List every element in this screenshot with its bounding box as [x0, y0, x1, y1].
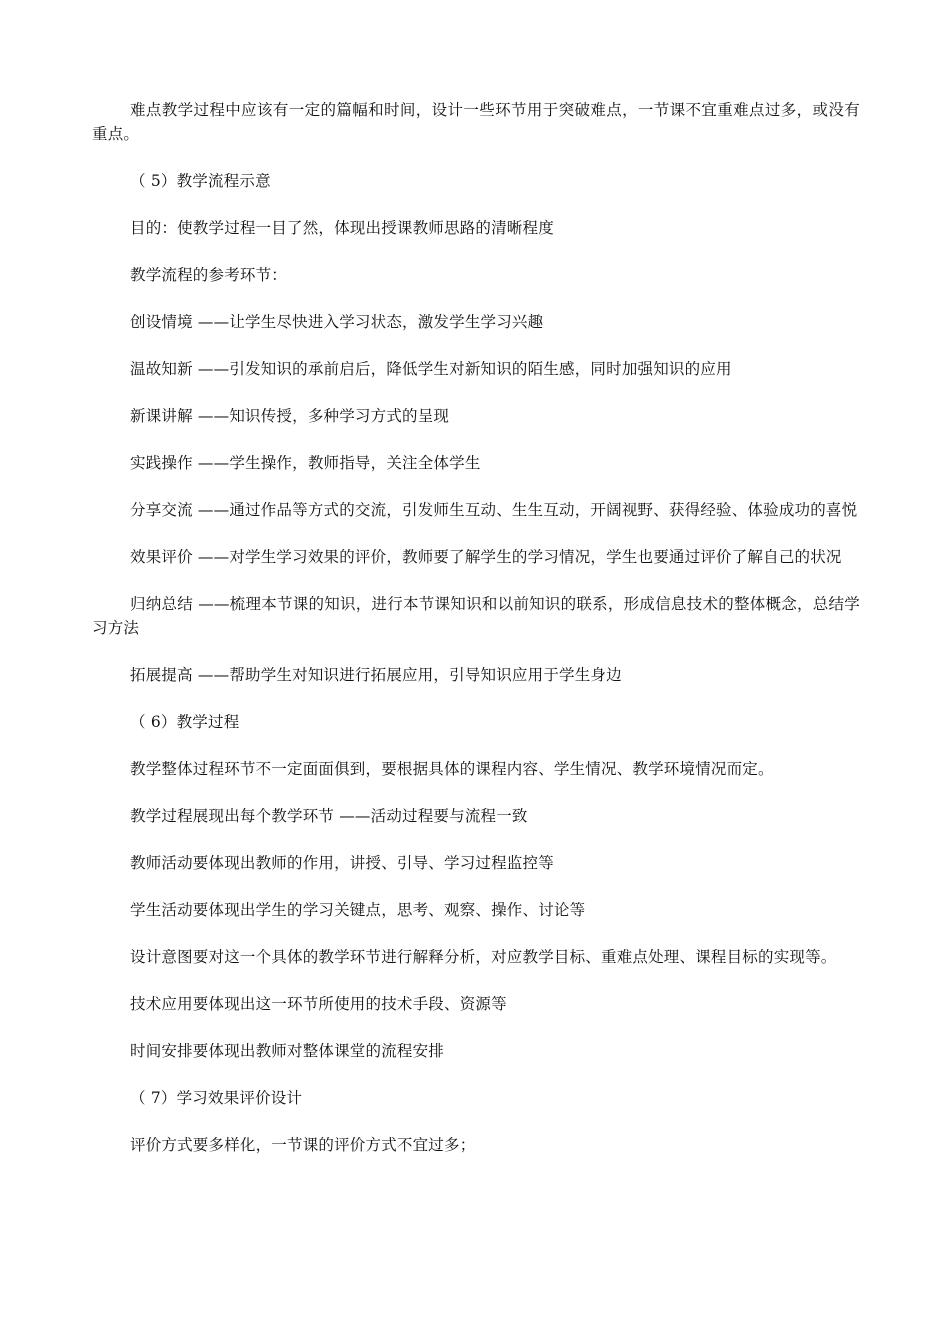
- paragraph: 学生活动要体现出学生的学习关键点，思考、观察、操作、讨论等: [130, 901, 586, 919]
- section-heading-7: （ 7）学习效果评价设计: [130, 1089, 303, 1107]
- list-item: 分享交流 ——通过作品等方式的交流，引发师生互动、生生互动，开阔视野、获得经验、体验成功的喜悦: [130, 501, 858, 519]
- list-item: 温故知新 ——引发知识的承前启后，降低学生对新知识的陌生感，同时加强知识的应用: [130, 360, 732, 378]
- paragraph: 教师活动要体现出教师的作用，讲授、引导、学习过程监控等: [130, 854, 554, 872]
- paragraph: 设计意图要对这一个具体的教学环节进行解释分析，对应教学目标、重难点处理、课程目标的实现等。: [130, 948, 837, 966]
- list-item: 实践操作 ——学生操作，教师指导，关注全体学生: [130, 454, 481, 472]
- paragraph: 评价方式要多样化，一节课的评价方式不宜过多；: [130, 1136, 476, 1154]
- paragraph-reference-steps: 教学流程的参考环节：: [130, 266, 288, 284]
- list-item: 效果评价 ——对学生学习效果的评价，教师要了解学生的学习情况，学生也要通过评价了解自己的状况: [130, 548, 842, 566]
- list-item: 新课讲解 ——知识传授，多种学习方式的呈现: [130, 407, 450, 425]
- paragraph: 技术应用要体现出这一环节所使用的技术手段、资源等: [130, 995, 507, 1013]
- paragraph: 教学过程展现出每个教学环节 ——活动过程要与流程一致: [130, 807, 528, 825]
- section-heading-5: （ 5）教学流程示意: [130, 172, 271, 190]
- list-item: 归纳总结 ——梳理本节课的知识，进行本节课知识和以前知识的联系，形成信息技术的整体概念，总结学习方法: [92, 595, 860, 637]
- list-item: 拓展提高 ——帮助学生对知识进行拓展应用，引导知识应用于学生身边: [130, 666, 622, 684]
- paragraph-purpose: 目的：使教学过程一目了然，体现出授课教师思路的清晰程度: [130, 219, 554, 237]
- paragraph: 教学整体过程环节不一定面面俱到，要根据具体的课程内容、学生情况、教学环境情况而定。: [130, 760, 774, 778]
- list-item: 创设情境 ——让学生尽快进入学习状态，激发学生学习兴趣: [130, 313, 544, 331]
- section-heading-6: （ 6）教学过程: [130, 713, 240, 731]
- paragraph: 时间安排要体现出教师对整体课堂的流程安排: [130, 1042, 445, 1060]
- paragraph-difficulty: 难点教学过程中应该有一定的篇幅和时间，设计一些环节用于突破难点，一节课不宜重难点过多，或没有重点。: [92, 101, 860, 143]
- document-body: [92, 98, 860, 1180]
